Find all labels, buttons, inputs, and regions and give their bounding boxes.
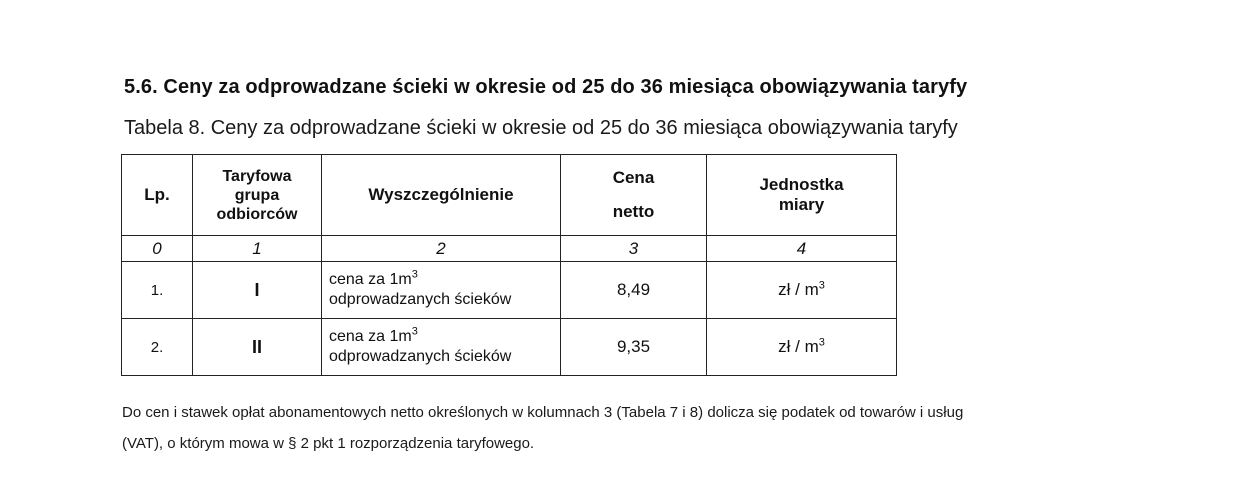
header-group-line3: odbiorców	[216, 205, 298, 223]
footnote-line1: Do cen i stawek opłat abonamentowych netto określonych w kolumnach 3 (Tabela 7 i 8) dolicza się podatek od towarów i usług	[122, 404, 964, 421]
row-description-line1	[329, 327, 560, 347]
row-unit-text: zł / m	[778, 280, 819, 299]
row-description-prefix: cena za 1m	[329, 328, 412, 345]
header-price	[561, 155, 707, 236]
row-description	[322, 319, 561, 376]
header-price-line2: netto	[612, 202, 655, 221]
row-unit	[707, 262, 897, 319]
column-number: 0	[122, 236, 193, 262]
header-group-line1: Taryfowa	[222, 167, 292, 185]
header-price-line1: Cena	[612, 168, 655, 187]
column-number: 2	[322, 236, 561, 262]
row-description-sup: 3	[411, 268, 418, 281]
header-group	[193, 155, 322, 236]
row-group: I	[193, 262, 322, 319]
row-group: II	[193, 319, 322, 376]
table-caption: Tabela 8. Ceny za odprowadzane ścieki w okresie od 25 do 36 miesiąca obowiązywania taryfy	[124, 117, 958, 139]
column-number: 4	[707, 236, 897, 262]
row-description-line2: odprowadzanych ścieków	[329, 348, 512, 365]
table-row	[122, 319, 897, 376]
row-price: 8,49	[561, 262, 707, 319]
row-unit-text: zł / m	[778, 337, 819, 356]
vat-footnote	[122, 397, 1202, 459]
table-row	[122, 262, 897, 319]
header-description: Wyszczególnienie	[322, 155, 561, 236]
header-unit-line1: Jednostka	[759, 175, 844, 194]
row-description-sup: 3	[411, 325, 418, 338]
row-description	[322, 262, 561, 319]
row-description-prefix: cena za 1m	[329, 271, 412, 288]
tariff-table	[121, 154, 897, 376]
column-number: 3	[561, 236, 707, 262]
column-number: 1	[193, 236, 322, 262]
row-description-line1	[329, 270, 560, 290]
row-price: 9,35	[561, 319, 707, 376]
header-unit-line2: miary	[778, 195, 825, 214]
table-header-row	[122, 155, 897, 236]
row-lp: 1.	[122, 262, 193, 319]
row-unit	[707, 319, 897, 376]
row-description-line2: odprowadzanych ścieków	[329, 291, 512, 308]
footnote-line2: (VAT), o którym mowa w § 2 pkt 1 rozporządzenia taryfowego.	[122, 435, 535, 452]
section-heading: 5.6. Ceny za odprowadzane ścieki w okresie od 25 do 36 miesiąca obowiązywania taryfy	[124, 76, 968, 98]
row-unit-sup: 3	[818, 336, 825, 349]
row-unit-sup: 3	[818, 279, 825, 292]
header-lp: Lp.	[122, 155, 193, 236]
column-number-row	[122, 236, 897, 262]
header-group-line2: grupa	[234, 186, 280, 204]
header-unit	[707, 155, 897, 236]
row-lp: 2.	[122, 319, 193, 376]
